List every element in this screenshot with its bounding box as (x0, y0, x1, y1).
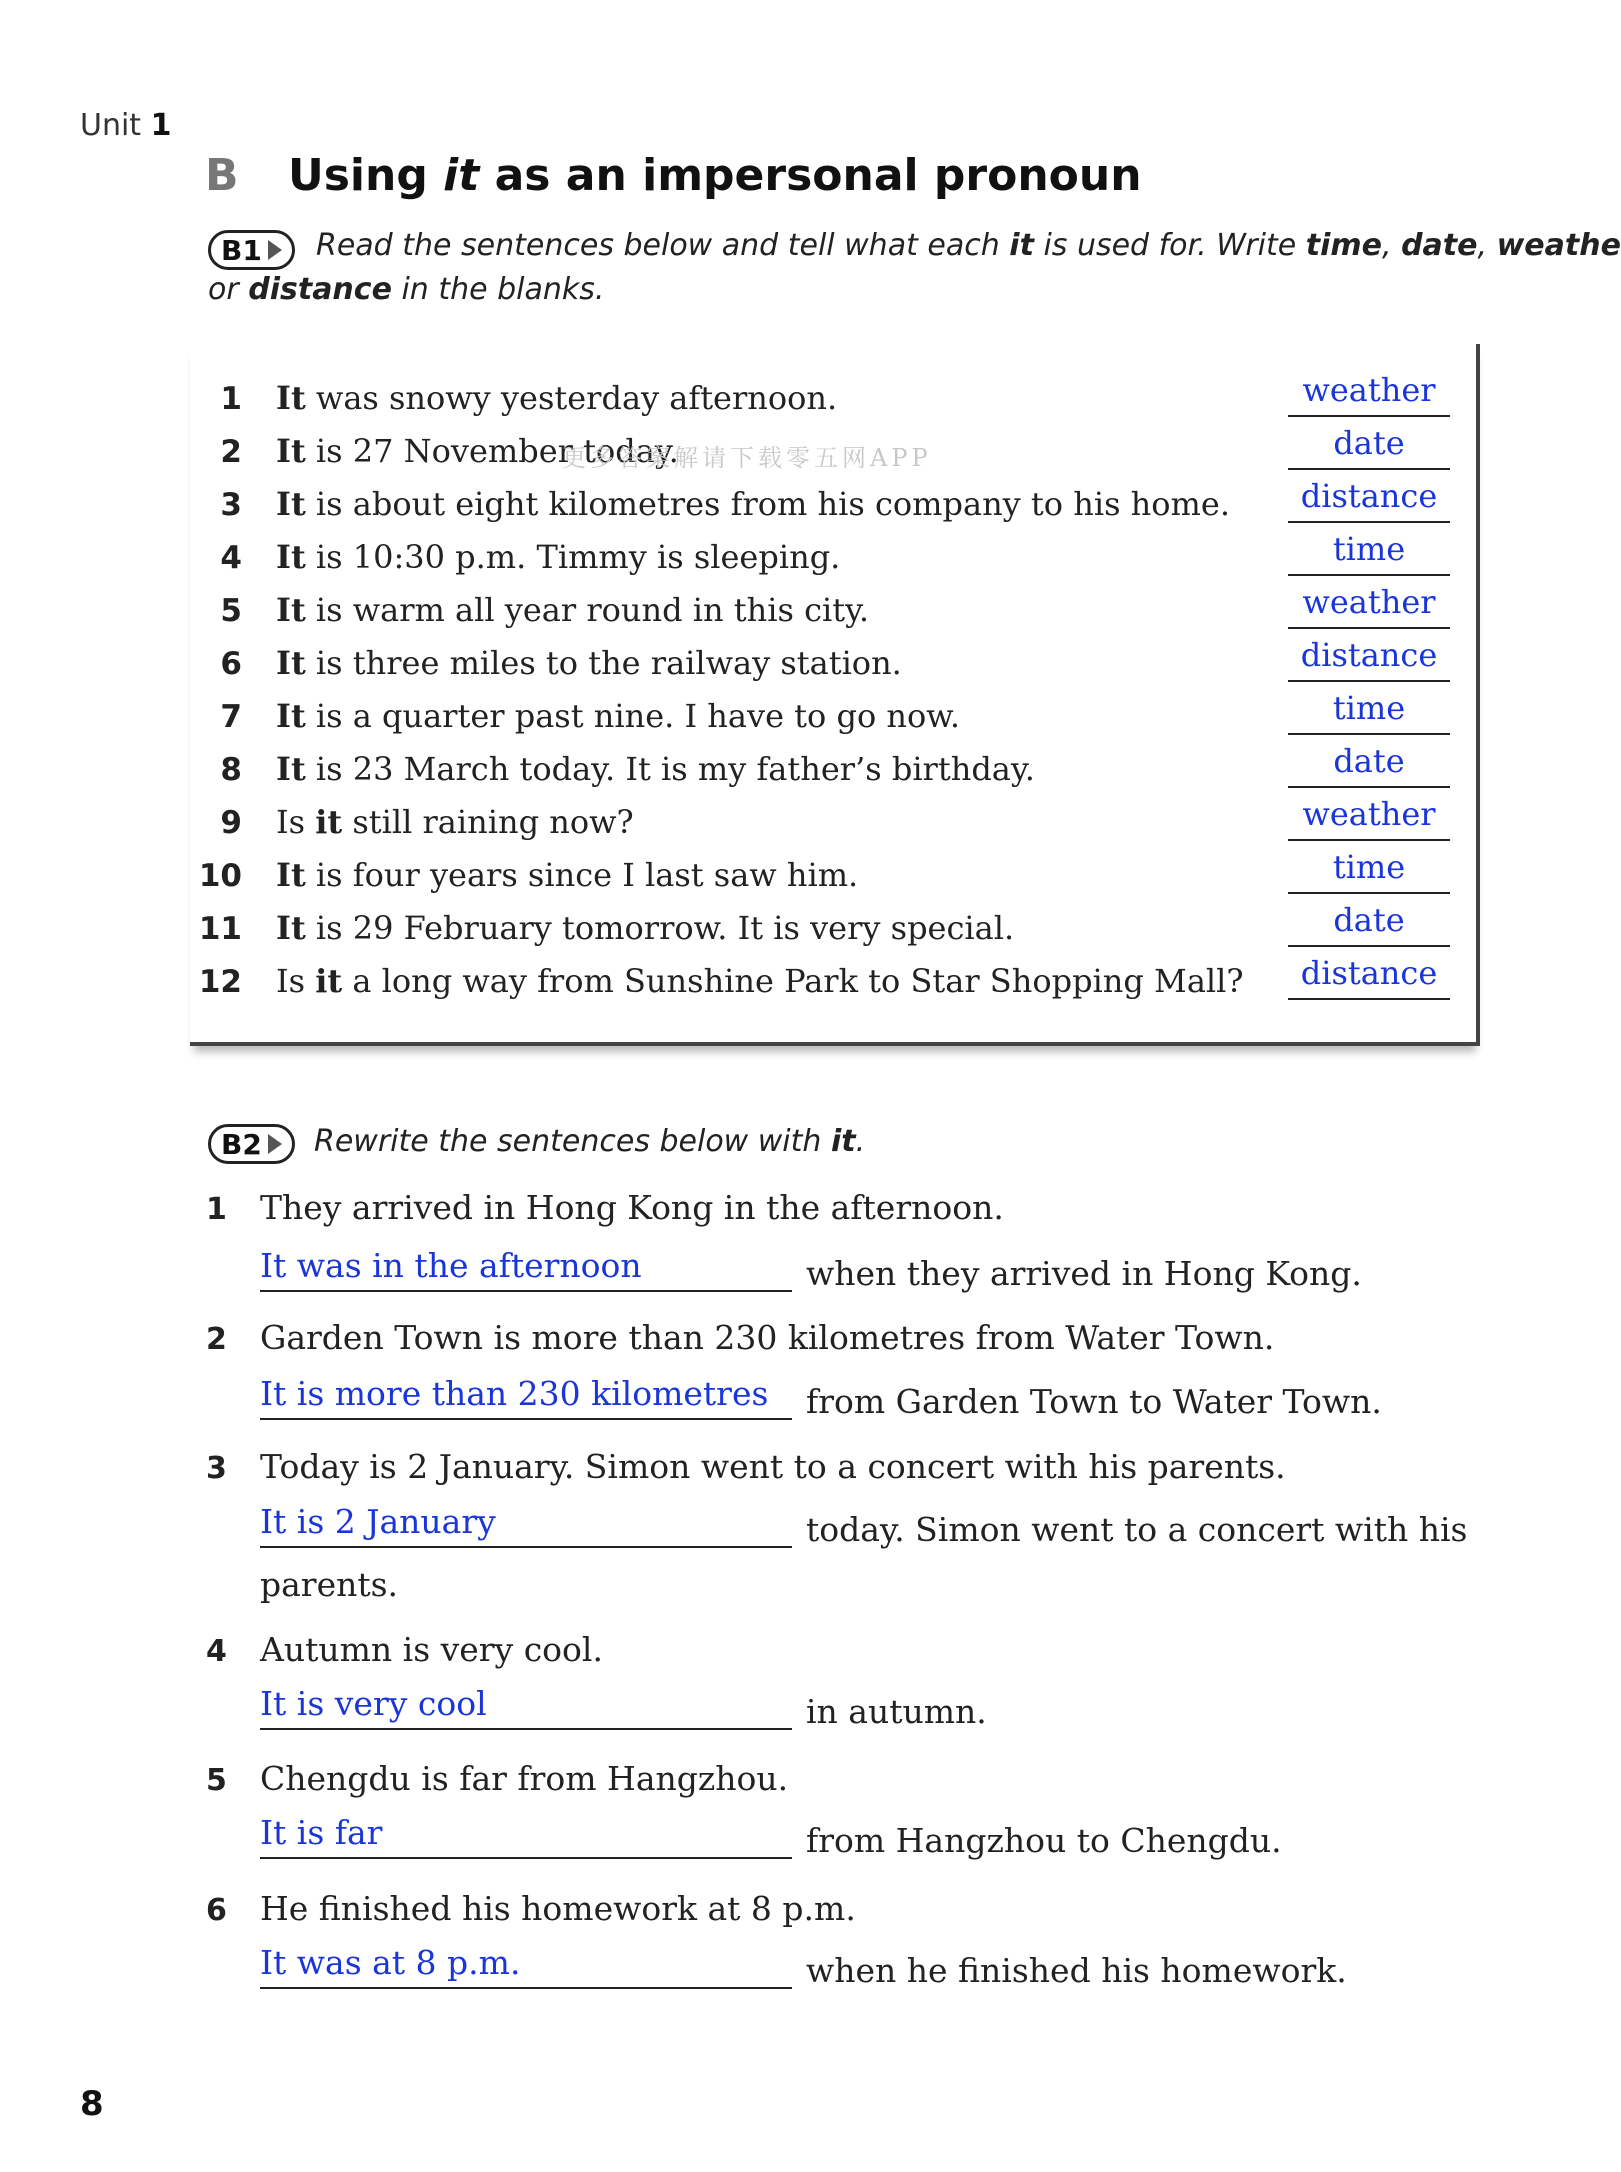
section-title (288, 150, 1142, 201)
b1-item (190, 371, 1476, 424)
item-sentence (276, 379, 837, 417)
instr-distance: distance (248, 272, 392, 307)
instr-it: it (830, 1124, 856, 1159)
b2-sentence-continuation: parents. (260, 1565, 399, 1604)
item-number: 8 (220, 752, 242, 788)
b2-item-number: 6 (206, 1893, 227, 1928)
rest: is warm all year round in this city. (305, 591, 870, 629)
it-word: it (315, 803, 343, 841)
it-word: It (276, 379, 306, 417)
b2-answer-blank[interactable]: It was at 8 p.m. (260, 1943, 792, 1989)
answer-blank[interactable]: time (1288, 848, 1450, 894)
b2-question: Autumn is very cool. (260, 1630, 603, 1669)
b1-item (190, 848, 1476, 901)
item-number: 5 (220, 593, 242, 629)
b2-item-number: 5 (206, 1763, 227, 1798)
it-word: It (276, 591, 306, 629)
page-number: 8 (80, 2084, 104, 2124)
unit-word: Unit (80, 108, 142, 143)
answer-blank[interactable]: time (1288, 530, 1450, 576)
pre: Is (276, 803, 316, 841)
it-word: It (276, 909, 306, 947)
it-word: It (276, 485, 306, 523)
answer-blank[interactable]: time (1288, 689, 1450, 735)
item-number: 1 (220, 381, 242, 417)
b2-badge (208, 1124, 295, 1164)
b1-item (190, 901, 1476, 954)
b1-item (190, 636, 1476, 689)
rest: is three miles to the railway station. (305, 644, 902, 682)
it-word: It (276, 750, 306, 788)
item-number: 4 (220, 540, 242, 576)
b2-answer-blank[interactable]: It is very cool (260, 1684, 792, 1730)
unit-number: 1 (150, 108, 172, 143)
rest: still raining now? (342, 803, 634, 841)
rest: is a quarter past nine. I have to go now. (305, 697, 961, 735)
b2-question: Today is 2 January. Simon went to a concert with his parents. (260, 1447, 1286, 1486)
item-sentence (276, 750, 1035, 788)
b2-item-number: 4 (206, 1634, 227, 1669)
item-sentence (276, 962, 1244, 1000)
item-sentence (276, 591, 869, 629)
title-after: as an impersonal pronoun (479, 150, 1142, 201)
answer-blank[interactable]: distance (1288, 477, 1450, 523)
b2-sentence-end: when they arrived in Hong Kong. (806, 1254, 1362, 1293)
b1-item (190, 583, 1476, 636)
rest: is about eight kilometres from his company to his home. (305, 485, 1230, 523)
pre: Is (276, 962, 316, 1000)
b2-answer-blank[interactable]: It is more than 230 kilometres (260, 1374, 792, 1420)
b2-sentence-end: in autumn. (806, 1692, 987, 1731)
answer-blank[interactable]: weather (1288, 371, 1450, 417)
answer-blank[interactable]: date (1288, 742, 1450, 788)
instr-text: in the blanks. (391, 272, 605, 307)
play-arrow-icon (268, 240, 282, 260)
instr-sep: , (1382, 228, 1402, 263)
item-sentence (276, 856, 858, 894)
b2-sentence-end: from Garden Town to Water Town. (806, 1382, 1382, 1421)
item-number: 7 (220, 699, 242, 735)
b2-instruction (314, 1124, 865, 1159)
b1-item (190, 954, 1476, 1007)
rest: a long way from Sunshine Park to Star Shopping Mall? (342, 962, 1244, 1000)
instr-text: . (855, 1124, 866, 1159)
instr-sep: , (1477, 228, 1497, 263)
it-word: It (276, 538, 306, 576)
b1-badge-label: B1 (221, 233, 262, 267)
rest: is four years since I last saw him. (305, 856, 859, 894)
item-sentence (276, 909, 1014, 947)
b2-sentence-end: today. Simon went to a concert with his (806, 1510, 1468, 1549)
b2-badge-label: B2 (221, 1127, 262, 1161)
instr-date: date (1401, 228, 1478, 263)
title-italic: it (443, 150, 480, 201)
b1-item (190, 742, 1476, 795)
instr-text: Read the sentences below and tell what each (316, 228, 1010, 263)
b2-item-number: 2 (206, 1322, 227, 1357)
answer-blank[interactable]: weather (1288, 583, 1450, 629)
watermark: 更多答案解请下载零五网APP (562, 444, 932, 472)
rest: is 27 November today. (305, 432, 679, 470)
b1-item (190, 689, 1476, 742)
instr-it: it (1009, 228, 1034, 263)
answer-blank[interactable]: weather (1288, 795, 1450, 841)
it-word: It (276, 697, 306, 735)
rest: was snowy yesterday afternoon. (305, 379, 838, 417)
item-sentence (276, 485, 1230, 523)
it-word: It (276, 644, 306, 682)
b1-item (190, 795, 1476, 848)
b2-item-number: 1 (206, 1192, 227, 1227)
b1-item (190, 477, 1476, 530)
item-number: 2 (220, 434, 242, 470)
section-letter: B (205, 150, 239, 201)
instr-weather: weathe (1496, 228, 1621, 263)
item-number: 11 (198, 911, 242, 947)
item-sentence (276, 697, 960, 735)
item-number: 10 (198, 858, 242, 894)
rest: is 29 February tomorrow. It is very special. (305, 909, 1015, 947)
b1-instruction-line-2 (208, 272, 604, 307)
instr-time: time (1305, 228, 1382, 263)
b1-badge (208, 230, 295, 270)
rest: is 23 March today. It is my father’s birthday. (305, 750, 1035, 788)
b2-question: He finished his homework at 8 p.m. (260, 1889, 856, 1928)
play-arrow-icon (268, 1134, 282, 1154)
it-word: it (315, 962, 343, 1000)
answer-blank[interactable]: distance (1288, 954, 1450, 1000)
item-sentence (276, 538, 840, 576)
answer-blank[interactable]: date (1288, 901, 1450, 947)
item-number: 6 (220, 646, 242, 682)
instr-text: is used for. Write (1033, 228, 1306, 263)
b2-answer-blank[interactable]: It is far (260, 1813, 792, 1859)
b2-answer-blank[interactable]: It is 2 January (260, 1502, 792, 1548)
instr-text: or (208, 272, 249, 307)
title-before: Using (288, 150, 444, 201)
b2-question: Garden Town is more than 230 kilometres from Water Town. (260, 1318, 1275, 1357)
item-number: 12 (198, 964, 242, 1000)
it-word: It (276, 856, 306, 894)
answer-blank[interactable]: distance (1288, 636, 1450, 682)
b2-question: They arrived in Hong Kong in the afternoon. (260, 1188, 1004, 1227)
b2-sentence-end: from Hangzhou to Chengdu. (806, 1821, 1282, 1860)
b1-item (190, 530, 1476, 583)
b2-sentence-end: when he finished his homework. (806, 1951, 1347, 1990)
it-word: It (276, 432, 306, 470)
item-sentence (276, 803, 634, 841)
b1-instruction-line-1 (316, 228, 1621, 263)
b2-question: Chengdu is far from Hangzhou. (260, 1759, 789, 1798)
item-number: 9 (220, 805, 242, 841)
b2-answer-blank[interactable]: It was in the afternoon (260, 1246, 792, 1292)
item-number: 3 (220, 487, 242, 523)
instr-text: Rewrite the sentences below with (314, 1124, 831, 1159)
rest: is 10:30 p.m. Timmy is sleeping. (305, 538, 841, 576)
answer-blank[interactable]: date (1288, 424, 1450, 470)
item-sentence (276, 644, 902, 682)
b2-item-number: 3 (206, 1451, 227, 1486)
unit-label (80, 108, 172, 143)
